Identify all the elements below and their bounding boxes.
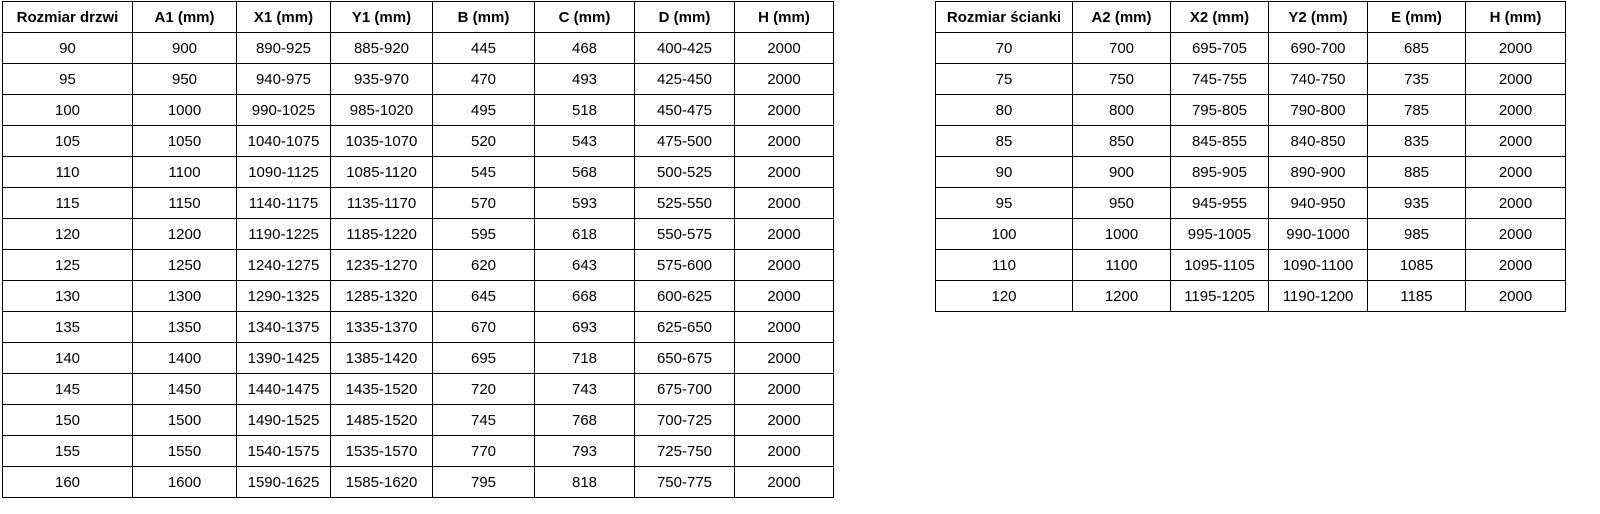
table-cell: 1235-1270 — [331, 250, 433, 281]
column-header: Y2 (mm) — [1269, 2, 1368, 33]
table-cell: 2000 — [1466, 250, 1566, 281]
table-cell: 668 — [535, 281, 635, 312]
table-cell: 1540-1575 — [237, 436, 331, 467]
table-cell: 2000 — [1466, 188, 1566, 219]
table-row — [3, 33, 834, 64]
table-cell: 1385-1420 — [331, 343, 433, 374]
table-cell: 600-625 — [635, 281, 735, 312]
table-cell: 935-970 — [331, 64, 433, 95]
table-cell: 1500 — [133, 405, 237, 436]
table-cell: 650-675 — [635, 343, 735, 374]
table-cell: 1250 — [133, 250, 237, 281]
table-cell: 570 — [433, 188, 535, 219]
table-cell: 593 — [535, 188, 635, 219]
table-cell: 95 — [3, 64, 133, 95]
table-cell: 793 — [535, 436, 635, 467]
table-cell: 543 — [535, 126, 635, 157]
table-row — [936, 157, 1566, 188]
table-cell: 145 — [3, 374, 133, 405]
table-cell: 470 — [433, 64, 535, 95]
table-cell: 800 — [1073, 95, 1171, 126]
table-cell: 620 — [433, 250, 535, 281]
table-cell: 885-920 — [331, 33, 433, 64]
table-cell: 895-905 — [1171, 157, 1269, 188]
table-cell: 2000 — [735, 343, 834, 374]
table-cell: 1100 — [1073, 250, 1171, 281]
table-cell: 2000 — [1466, 126, 1566, 157]
table-row — [936, 188, 1566, 219]
table-cell: 840-850 — [1269, 126, 1368, 157]
table-cell: 790-800 — [1269, 95, 1368, 126]
table-cell: 110 — [3, 157, 133, 188]
table-cell: 890-925 — [237, 33, 331, 64]
table-cell: 2000 — [735, 405, 834, 436]
table-cell: 695 — [433, 343, 535, 374]
table-cell: 1240-1275 — [237, 250, 331, 281]
table-cell: 1300 — [133, 281, 237, 312]
table-cell: 2000 — [735, 64, 834, 95]
table-cell: 985 — [1368, 219, 1466, 250]
column-header: A1 (mm) — [133, 2, 237, 33]
table-cell: 1185-1220 — [331, 219, 433, 250]
table-row — [936, 126, 1566, 157]
table-cell: 2000 — [735, 126, 834, 157]
table-cell: 95 — [936, 188, 1073, 219]
column-header: C (mm) — [535, 2, 635, 33]
table-cell: 2000 — [735, 281, 834, 312]
table-cell: 520 — [433, 126, 535, 157]
table-row — [936, 281, 1566, 312]
column-header: B (mm) — [433, 2, 535, 33]
table-cell: 493 — [535, 64, 635, 95]
table-row — [3, 219, 834, 250]
table-cell: 425-450 — [635, 64, 735, 95]
table-cell: 2000 — [1466, 33, 1566, 64]
table-cell: 1190-1200 — [1269, 281, 1368, 312]
table-cell: 675-700 — [635, 374, 735, 405]
table-cell: 1585-1620 — [331, 467, 433, 498]
header-row — [3, 2, 834, 33]
table-row — [3, 312, 834, 343]
table-cell: 750 — [1073, 64, 1171, 95]
table-cell: 750-775 — [635, 467, 735, 498]
table-cell: 1090-1125 — [237, 157, 331, 188]
table-cell: 835 — [1368, 126, 1466, 157]
table-cell: 1450 — [133, 374, 237, 405]
table-row — [3, 467, 834, 498]
table-cell: 2000 — [1466, 95, 1566, 126]
table-cell: 2000 — [735, 33, 834, 64]
table-cell: 700 — [1073, 33, 1171, 64]
table-cell: 125 — [3, 250, 133, 281]
table-cell: 745 — [433, 405, 535, 436]
table-row — [3, 64, 834, 95]
table-cell: 990-1025 — [237, 95, 331, 126]
table-cell: 900 — [133, 33, 237, 64]
table-cell: 1035-1070 — [331, 126, 433, 157]
table-cell: 1000 — [1073, 219, 1171, 250]
table-cell: 595 — [433, 219, 535, 250]
table-cell: 100 — [3, 95, 133, 126]
wall-panel-dimensions-table — [935, 1, 1566, 312]
table-row — [3, 343, 834, 374]
table-cell: 1390-1425 — [237, 343, 331, 374]
table-cell: 985-1020 — [331, 95, 433, 126]
table-cell: 90 — [3, 33, 133, 64]
table-cell: 1085 — [1368, 250, 1466, 281]
table-cell: 720 — [433, 374, 535, 405]
table-cell: 1485-1520 — [331, 405, 433, 436]
table-row — [3, 405, 834, 436]
table-cell: 575-600 — [635, 250, 735, 281]
table-cell: 90 — [936, 157, 1073, 188]
table-cell: 690-700 — [1269, 33, 1368, 64]
table-cell: 745-755 — [1171, 64, 1269, 95]
table-row — [936, 64, 1566, 95]
table-cell: 685 — [1368, 33, 1466, 64]
table-cell: 1550 — [133, 436, 237, 467]
table-cell: 130 — [3, 281, 133, 312]
table-cell: 735 — [1368, 64, 1466, 95]
table-cell: 2000 — [1466, 64, 1566, 95]
table-row — [3, 126, 834, 157]
table-cell: 2000 — [735, 374, 834, 405]
table-cell: 625-650 — [635, 312, 735, 343]
table-cell: 795 — [433, 467, 535, 498]
table-cell: 1285-1320 — [331, 281, 433, 312]
table-cell: 885 — [1368, 157, 1466, 188]
table-row — [3, 436, 834, 467]
table-cell: 700-725 — [635, 405, 735, 436]
table-cell: 670 — [433, 312, 535, 343]
table-cell: 2000 — [735, 157, 834, 188]
table-cell: 1200 — [133, 219, 237, 250]
table-cell: 1400 — [133, 343, 237, 374]
table-cell: 518 — [535, 95, 635, 126]
table-cell: 150 — [3, 405, 133, 436]
table-cell: 1600 — [133, 467, 237, 498]
table-cell: 120 — [936, 281, 1073, 312]
table-cell: 1200 — [1073, 281, 1171, 312]
table-cell: 935 — [1368, 188, 1466, 219]
table-cell: 940-975 — [237, 64, 331, 95]
table-cell: 850 — [1073, 126, 1171, 157]
table-cell: 2000 — [1466, 157, 1566, 188]
table-cell: 1140-1175 — [237, 188, 331, 219]
table-cell: 80 — [936, 95, 1073, 126]
column-header: X2 (mm) — [1171, 2, 1269, 33]
table-cell: 1100 — [133, 157, 237, 188]
table-cell: 550-575 — [635, 219, 735, 250]
table-cell: 495 — [433, 95, 535, 126]
table-cell: 75 — [936, 64, 1073, 95]
table-cell: 110 — [936, 250, 1073, 281]
table-cell: 120 — [3, 219, 133, 250]
table-cell: 770 — [433, 436, 535, 467]
table-cell: 525-550 — [635, 188, 735, 219]
table-cell: 940-950 — [1269, 188, 1368, 219]
table-cell: 115 — [3, 188, 133, 219]
table-cell: 1135-1170 — [331, 188, 433, 219]
table-cell: 100 — [936, 219, 1073, 250]
table-row — [3, 157, 834, 188]
table-cell: 468 — [535, 33, 635, 64]
table-cell: 785 — [1368, 95, 1466, 126]
table-cell: 568 — [535, 157, 635, 188]
table-row — [3, 250, 834, 281]
table-cell: 1440-1475 — [237, 374, 331, 405]
table-row — [936, 95, 1566, 126]
table-cell: 2000 — [735, 436, 834, 467]
table-cell: 1090-1100 — [1269, 250, 1368, 281]
table-cell: 950 — [133, 64, 237, 95]
table-cell: 1590-1625 — [237, 467, 331, 498]
table-cell: 1435-1520 — [331, 374, 433, 405]
table-cell: 725-750 — [635, 436, 735, 467]
table-cell: 950 — [1073, 188, 1171, 219]
table-cell: 2000 — [735, 250, 834, 281]
table-cell: 643 — [535, 250, 635, 281]
table-cell: 545 — [433, 157, 535, 188]
table-row — [936, 219, 1566, 250]
table-cell: 795-805 — [1171, 95, 1269, 126]
table-cell: 1050 — [133, 126, 237, 157]
table-cell: 845-855 — [1171, 126, 1269, 157]
table-cell: 70 — [936, 33, 1073, 64]
table-cell: 2000 — [735, 467, 834, 498]
column-header: H (mm) — [1466, 2, 1566, 33]
column-header: Rozmiar ścianki — [936, 2, 1073, 33]
table-cell: 1195-1205 — [1171, 281, 1269, 312]
table-cell: 500-525 — [635, 157, 735, 188]
door-dimensions-table — [2, 1, 834, 498]
table-cell: 2000 — [735, 188, 834, 219]
table-cell: 1335-1370 — [331, 312, 433, 343]
table-cell: 818 — [535, 467, 635, 498]
table-cell: 1085-1120 — [331, 157, 433, 188]
table-cell: 718 — [535, 343, 635, 374]
table-cell: 743 — [535, 374, 635, 405]
table-cell: 105 — [3, 126, 133, 157]
table-cell: 645 — [433, 281, 535, 312]
table-cell: 160 — [3, 467, 133, 498]
table-row — [3, 374, 834, 405]
table-cell: 695-705 — [1171, 33, 1269, 64]
table-cell: 2000 — [735, 219, 834, 250]
table-cell: 1535-1570 — [331, 436, 433, 467]
table-cell: 140 — [3, 343, 133, 374]
table-cell: 85 — [936, 126, 1073, 157]
table-cell: 155 — [3, 436, 133, 467]
header-row — [936, 2, 1566, 33]
table-row — [3, 281, 834, 312]
table-cell: 990-1000 — [1269, 219, 1368, 250]
table-row — [936, 250, 1566, 281]
table-cell: 2000 — [735, 95, 834, 126]
table-cell: 1040-1075 — [237, 126, 331, 157]
table-row — [3, 95, 834, 126]
table-cell: 445 — [433, 33, 535, 64]
column-header: E (mm) — [1368, 2, 1466, 33]
table-row — [936, 33, 1566, 64]
table-cell: 1000 — [133, 95, 237, 126]
table-row — [3, 188, 834, 219]
table-cell: 900 — [1073, 157, 1171, 188]
table-cell: 2000 — [1466, 281, 1566, 312]
table-cell: 135 — [3, 312, 133, 343]
table-cell: 945-955 — [1171, 188, 1269, 219]
table-cell: 1150 — [133, 188, 237, 219]
table-cell: 1185 — [1368, 281, 1466, 312]
table-cell: 768 — [535, 405, 635, 436]
table-cell: 2000 — [735, 312, 834, 343]
table-cell: 1095-1105 — [1171, 250, 1269, 281]
column-header: Rozmiar drzwi — [3, 2, 133, 33]
table-cell: 450-475 — [635, 95, 735, 126]
table-cell: 400-425 — [635, 33, 735, 64]
table-cell: 740-750 — [1269, 64, 1368, 95]
table-cell: 1190-1225 — [237, 219, 331, 250]
column-header: Y1 (mm) — [331, 2, 433, 33]
column-header: H (mm) — [735, 2, 834, 33]
table-cell: 1340-1375 — [237, 312, 331, 343]
table-cell: 995-1005 — [1171, 219, 1269, 250]
table-cell: 1290-1325 — [237, 281, 331, 312]
table-cell: 1350 — [133, 312, 237, 343]
table-cell: 618 — [535, 219, 635, 250]
table-cell: 890-900 — [1269, 157, 1368, 188]
table-cell: 2000 — [1466, 219, 1566, 250]
column-header: X1 (mm) — [237, 2, 331, 33]
table-cell: 1490-1525 — [237, 405, 331, 436]
table-cell: 693 — [535, 312, 635, 343]
column-header: A2 (mm) — [1073, 2, 1171, 33]
column-header: D (mm) — [635, 2, 735, 33]
table-cell: 475-500 — [635, 126, 735, 157]
